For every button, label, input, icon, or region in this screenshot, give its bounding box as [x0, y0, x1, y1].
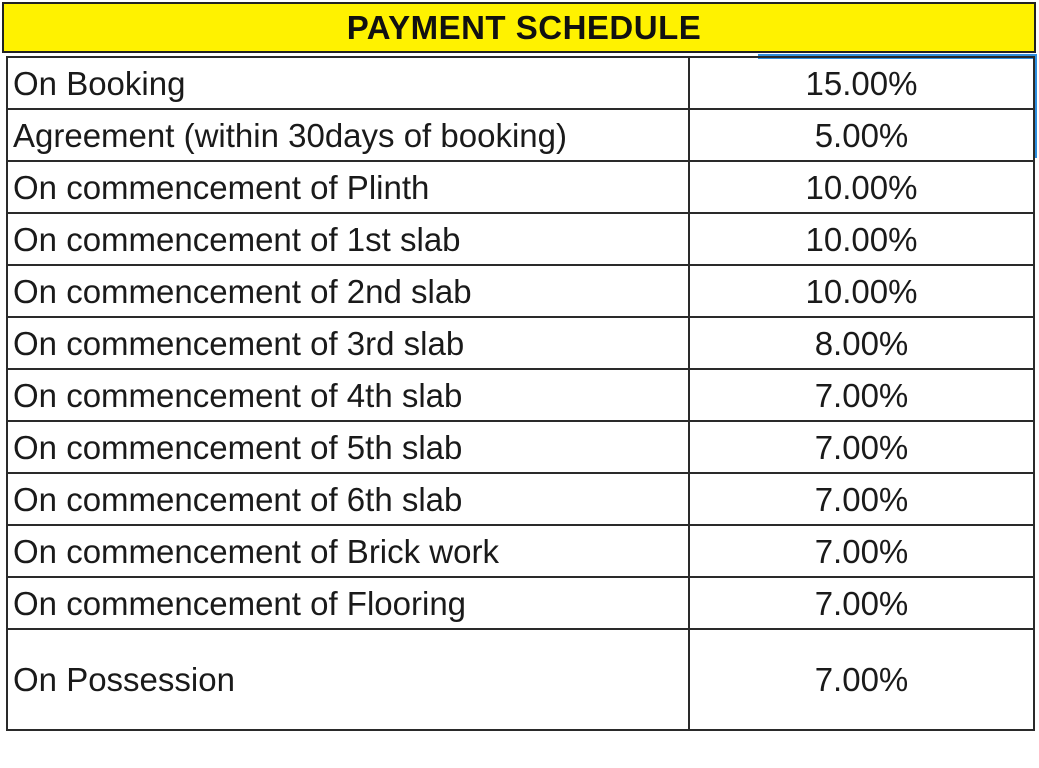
- table-row: [7, 161, 1034, 213]
- percent-cell: 10.00%: [689, 161, 1034, 213]
- stage-cell: On Booking: [7, 57, 689, 109]
- stage-cell: On commencement of 6th slab: [7, 473, 689, 525]
- stage-cell: On commencement of Flooring: [7, 577, 689, 629]
- table-row: [7, 317, 1034, 369]
- table-row: [7, 473, 1034, 525]
- table-row: [7, 109, 1034, 161]
- percent-cell: 10.00%: [689, 213, 1034, 265]
- percent-cell: 8.00%: [689, 317, 1034, 369]
- table-row: [7, 629, 1034, 730]
- table-row: [7, 525, 1034, 577]
- stage-cell: On commencement of Brick work: [7, 525, 689, 577]
- percent-cell: 7.00%: [689, 629, 1034, 730]
- stage-cell: On Possession: [7, 629, 689, 730]
- page-title: PAYMENT SCHEDULE: [346, 8, 702, 46]
- title-bar: [2, 2, 1036, 53]
- stage-cell: On commencement of Plinth: [7, 161, 689, 213]
- stage-cell: Agreement (within 30days of booking): [7, 109, 689, 161]
- percent-cell: 15.00%: [689, 57, 1034, 109]
- table-row: [7, 421, 1034, 473]
- percent-cell: 7.00%: [689, 369, 1034, 421]
- percent-cell: 7.00%: [689, 525, 1034, 577]
- stage-cell: On commencement of 5th slab: [7, 421, 689, 473]
- table-row: [7, 213, 1034, 265]
- percent-cell: 7.00%: [689, 577, 1034, 629]
- percent-cell: 5.00%: [689, 109, 1034, 161]
- stage-cell: On commencement of 1st slab: [7, 213, 689, 265]
- payment-schedule-table: [6, 56, 1035, 731]
- percent-cell: 7.00%: [689, 473, 1034, 525]
- table-row: [7, 369, 1034, 421]
- table-row: [7, 265, 1034, 317]
- stage-cell: On commencement of 3rd slab: [7, 317, 689, 369]
- table-row: [7, 577, 1034, 629]
- stage-cell: On commencement of 2nd slab: [7, 265, 689, 317]
- table-row: [7, 57, 1034, 109]
- percent-cell: 7.00%: [689, 421, 1034, 473]
- stage-cell: On commencement of 4th slab: [7, 369, 689, 421]
- percent-cell: 10.00%: [689, 265, 1034, 317]
